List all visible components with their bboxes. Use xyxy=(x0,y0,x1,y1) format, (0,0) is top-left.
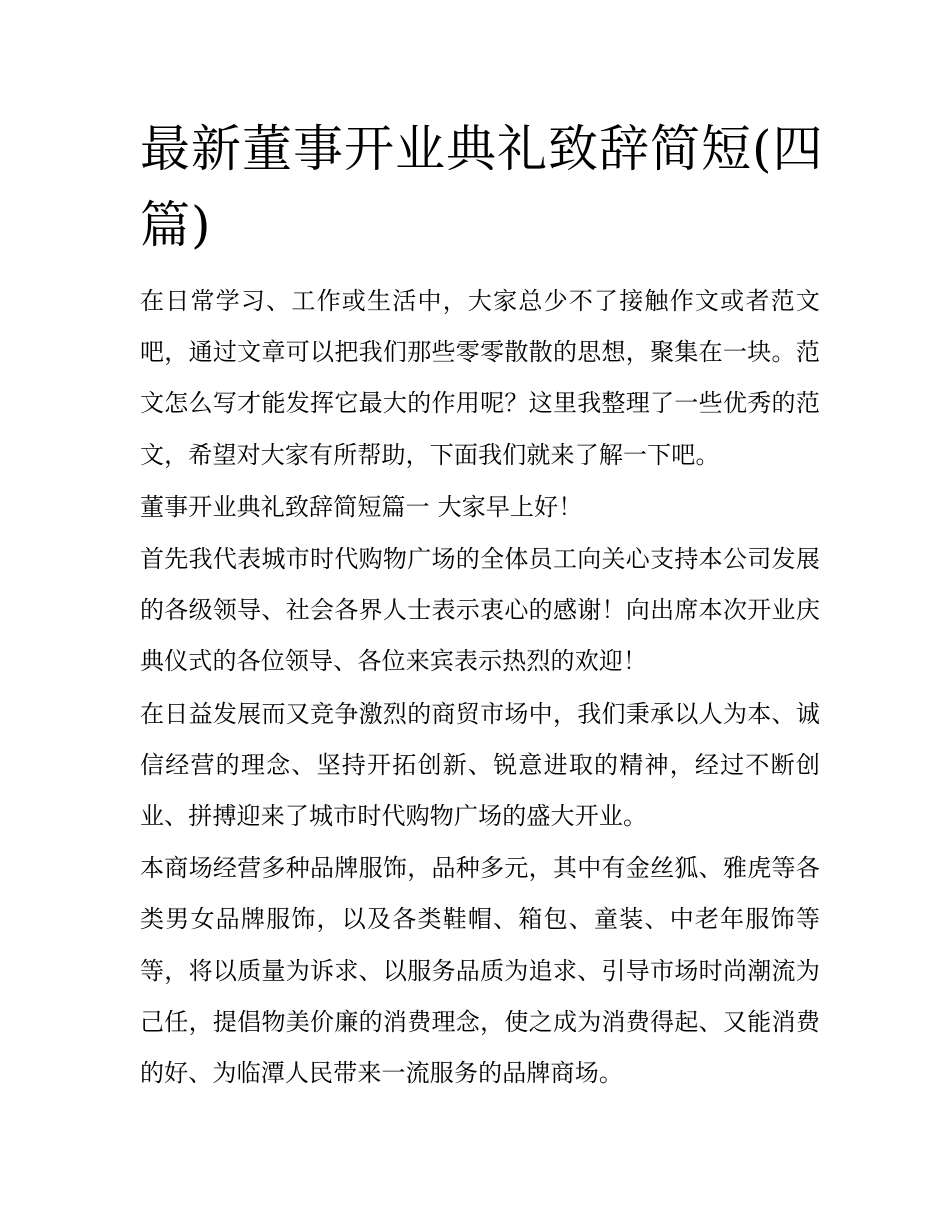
document-title: 最新董事开业典礼致辞简短(四篇) xyxy=(140,120,824,254)
paragraph-philosophy: 在日益发展而又竞争激烈的商贸市场中，我们秉承以人为本、诚信经营的理念、坚持开拓创新、锐意进取的精神，经过不断创业、拼搏迎来了城市时代购物广场的盛大开业。 xyxy=(140,699,820,831)
paragraph-products: 本商场经营多种品牌服饰，品种多元，其中有金丝狐、雅虎等各类男女品牌服饰，以及各类鞋帽、箱包、童装、中老年服饰等等，将以质量为诉求、以服务品质为追求、引导市场时尚潮流为己任，提倡物美价廉的消费理念，使之成为消费得起、又能消费的好、为临潭人民带来一流服务的品牌商场。 xyxy=(140,854,820,1088)
document-body xyxy=(140,276,820,1100)
paragraph-section-heading: 董事开业典礼致辞简短篇一 大家早上好！ xyxy=(140,492,583,521)
paragraph-thanks: 首先我代表城市时代购物广场的全体员工向关心支持本公司发展的各级领导、社会各界人士表示衷心的感谢！向出席本次开业庆典仪式的各位领导、各位来宾表示热烈的欢迎！ xyxy=(140,545,820,676)
paragraph-intro: 在日常学习、工作或生活中，大家总少不了接触作文或者范文吧，通过文章可以把我们那些零零散散的思想，聚集在一块。范文怎么写才能发挥它最大的作用呢？这里我整理了一些优秀的范文，希望对大家有所帮助，下面我们就来了解一下吧。 xyxy=(140,287,820,469)
